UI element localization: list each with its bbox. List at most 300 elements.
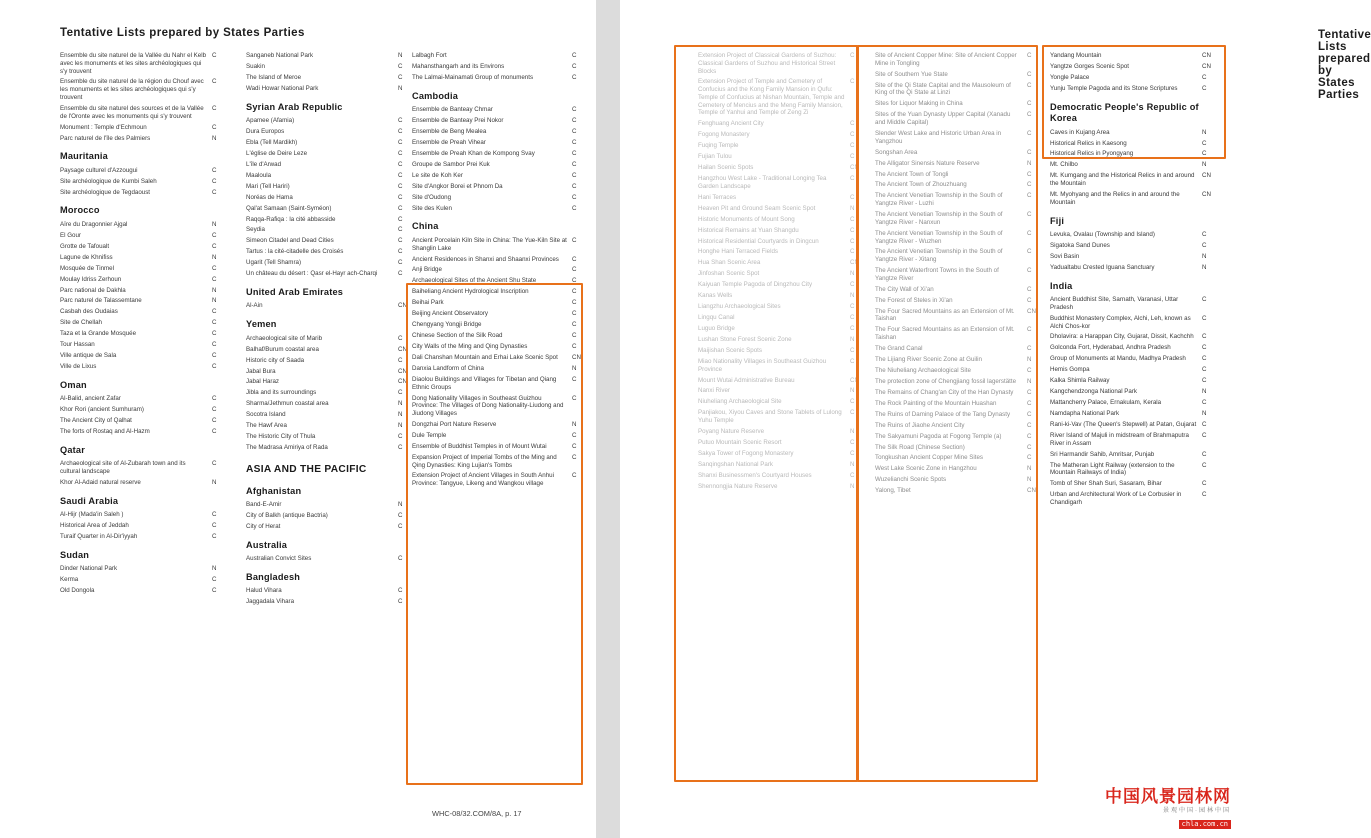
list-item [875, 149, 1043, 157]
site-criteria: C [398, 433, 403, 441]
site-name: Site des Kulen [412, 204, 452, 212]
list-item [412, 205, 588, 213]
list-item [698, 428, 866, 436]
site-criteria: C [212, 395, 217, 403]
list-item [875, 454, 1043, 462]
site-criteria: C [1202, 399, 1207, 407]
site-criteria: C [1027, 326, 1032, 334]
list-item [698, 52, 866, 75]
site-criteria: C [850, 449, 855, 457]
site-name: Sharma/Jethmun coastal area [246, 400, 329, 408]
site-criteria: CN [398, 302, 407, 310]
country-heading: Syrian Arab Republic [246, 101, 343, 112]
list-item [698, 259, 866, 267]
site-name: The Ruins of Daming Palace of the Tang Dynasty [875, 410, 1011, 418]
site-criteria: N [212, 220, 217, 228]
site-name: Ancient Residences in Shanxi and Shaanxi Provinces [412, 255, 559, 263]
list-item [875, 444, 1043, 452]
list-item [246, 183, 414, 191]
site-name: Parc national de Dakhla [60, 286, 126, 294]
site-name: Monument : Temple d'Echmoun [60, 123, 147, 131]
country-heading: Yemen [246, 319, 277, 330]
list-item [1050, 421, 1218, 429]
site-criteria: C [398, 226, 403, 234]
list-item [698, 205, 866, 213]
list-item [1050, 129, 1218, 137]
list-item [246, 400, 414, 408]
list-item [1050, 296, 1218, 312]
list-item [246, 248, 414, 256]
site-criteria: N [1202, 263, 1207, 271]
site-criteria: C [1202, 241, 1207, 249]
site-name: Slender West Lake and Historic Urban Area in Yangzhou [875, 129, 1002, 145]
site-name: The Island of Meroe [246, 73, 302, 81]
list-item [412, 237, 588, 253]
site-name: The Four Sacred Mountains as an Extension of Mt. Taishan [875, 326, 1015, 342]
site-criteria: C [1027, 211, 1032, 219]
site-name: Liangzhu Archaeological Sites [698, 303, 781, 311]
list-item [875, 82, 1043, 98]
watermark-cn-text: 中国风景园林网 [1105, 787, 1231, 807]
site-name: Band-E-Amir [246, 501, 282, 509]
site-criteria: C [1027, 229, 1032, 237]
list-item [1050, 264, 1218, 272]
site-name: Golconda Fort, Hyderabad, Andhra Pradesh [1050, 344, 1171, 352]
list-item [875, 476, 1043, 484]
country-heading: Qatar [60, 444, 86, 455]
site-criteria: C [850, 471, 855, 479]
list-item [698, 270, 866, 278]
site-criteria: N [1027, 465, 1032, 473]
list-item [60, 460, 228, 476]
site-name: Hangzhou West Lake - Traditional Longing Tea Garden Landscape [698, 175, 827, 190]
list-item [698, 398, 866, 406]
site-criteria: C [850, 346, 855, 354]
site-criteria: C [1202, 73, 1207, 81]
site-name: Socotra Island [246, 411, 286, 419]
site-criteria: C [572, 160, 577, 168]
site-name: Yandang Mountain [1050, 52, 1102, 59]
list-item [412, 139, 588, 147]
site-criteria: C [212, 308, 217, 316]
site-criteria: C [850, 281, 855, 289]
list-item [60, 533, 228, 541]
site-criteria: C [1027, 443, 1032, 451]
site-criteria: C [850, 175, 855, 183]
list-item [412, 310, 588, 318]
site-criteria: C [398, 444, 403, 452]
site-name: Shennongjia Nature Reserve [698, 482, 778, 490]
site-name: City of Herat [246, 522, 281, 530]
site-name: Sri Harmandir Sahib, Amritsar, Punjab [1050, 450, 1155, 458]
site-criteria: C [572, 171, 577, 179]
site-name: Shanxi Businessmen's Courtyard Houses [698, 471, 812, 479]
site-name: The Historic City of Thula [246, 433, 316, 441]
site-name: Mosquée de Tinmel [60, 264, 114, 272]
list-item [875, 297, 1043, 305]
site-name: Mari (Tell Hariri) [246, 182, 290, 190]
list-item [246, 587, 414, 595]
site-criteria: C [212, 417, 217, 425]
list-item [60, 341, 228, 349]
list-item [1050, 388, 1218, 396]
site-name: The Alligator Sinensis Nature Reserve [875, 159, 980, 167]
list-item [1050, 315, 1218, 331]
site-name: Miao Nationality Villages in Southeast Guizhou Province [698, 357, 827, 373]
list-item [698, 248, 866, 256]
site-criteria: C [572, 321, 577, 329]
list-item [246, 501, 414, 509]
site-name: Ebla (Tell Mardikh) [246, 138, 298, 146]
list-item [698, 175, 866, 191]
site-name: The Lijiang River Scenic Zone at Guilin [875, 356, 982, 363]
site-name: Tartus : la cité-citadelle des Croisés [246, 248, 344, 256]
site-name: Parc naturel de l'île des Palmiers [60, 134, 151, 142]
site-name: The Four Sacred Mountains as an Extension of Mt. Taishan [875, 307, 1015, 323]
site-criteria: C [850, 325, 855, 332]
country-heading: Morocco [60, 205, 100, 216]
site-criteria: C [398, 356, 403, 364]
right-column-2 [875, 52, 1043, 498]
site-criteria: C [212, 341, 217, 349]
list-item [875, 52, 1043, 68]
site-criteria: C [850, 78, 855, 86]
list-item [875, 465, 1043, 473]
site-name: Aïre du Dragonnier Ajgal [60, 220, 128, 228]
list-item [246, 150, 414, 158]
site-criteria: C [212, 330, 217, 338]
site-criteria: C [850, 153, 855, 161]
list-item [60, 243, 228, 251]
site-name: Mt. Chilbo [1050, 161, 1078, 169]
site-criteria: C [1027, 192, 1032, 200]
site-criteria: C [572, 442, 577, 450]
site-criteria: C [1202, 296, 1207, 304]
site-criteria: C [1027, 421, 1032, 429]
list-item [698, 131, 866, 139]
site-criteria: N [1027, 159, 1032, 167]
site-criteria: N [850, 460, 855, 468]
list-item [246, 433, 414, 441]
site-name: Tongkushan Ancient Copper Mine Sites [875, 454, 984, 462]
list-item [412, 266, 588, 274]
site-name: Dura Europos [246, 128, 285, 135]
list-item [246, 74, 414, 82]
list-item [875, 345, 1043, 353]
site-criteria: C [398, 248, 403, 256]
list-item [60, 565, 228, 573]
site-criteria: C [850, 314, 855, 322]
list-item [412, 332, 588, 340]
site-criteria: C [398, 522, 403, 530]
site-criteria: C [850, 52, 855, 59]
site-criteria: C [572, 117, 577, 125]
site-criteria: C [398, 62, 403, 70]
site-name: Niuheliang Archaeological Site [698, 398, 782, 406]
list-item [875, 308, 1043, 324]
site-name: Seydia [246, 226, 265, 234]
list-item [412, 106, 588, 114]
site-name: Qal'at Samaan (Saint-Syméon) [246, 204, 332, 212]
site-name: Tour Hassan [60, 341, 95, 349]
list-item [412, 74, 588, 82]
site-name: West Lake Scenic Zone in Hangzhou [875, 465, 977, 473]
list-item [246, 226, 414, 234]
list-item [60, 406, 228, 414]
site-criteria: C [1027, 366, 1032, 374]
site-criteria: C [212, 188, 217, 196]
list-item [1050, 150, 1218, 158]
site-name: Ugarit (Tell Shamra) [246, 259, 302, 267]
site-name: Lalbagh Fort [412, 52, 447, 59]
list-item [1050, 333, 1218, 341]
site-criteria: C [398, 270, 403, 278]
site-name: Site of Southern Yue State [875, 70, 948, 78]
site-criteria: C [572, 277, 577, 285]
site-criteria: C [572, 62, 577, 70]
site-criteria: CN [1202, 191, 1211, 198]
site-name: Jabal Haraz [246, 378, 280, 386]
list-item [246, 357, 414, 365]
site-name: City of Balkh (antique Bactria) [246, 512, 328, 519]
site-criteria: C [1027, 81, 1032, 89]
site-criteria: C [850, 248, 855, 256]
site-name: Dholavira: a Harappan City, Gujarat, Dissit, Kachchh [1050, 333, 1194, 341]
list-item [698, 164, 866, 172]
site-criteria: C [850, 409, 855, 417]
site-criteria: N [1202, 410, 1207, 417]
site-name: Old Dongola [60, 587, 95, 595]
site-name: Australian Convict Sites [246, 555, 312, 563]
list-item [246, 216, 414, 224]
site-criteria: C [1027, 432, 1032, 440]
site-name: Historical Remains at Yuan Shangdu [698, 226, 799, 234]
site-name: The Silk Road (Chinese Section) [875, 443, 965, 451]
list-item [60, 78, 228, 101]
list-item [60, 287, 228, 295]
site-criteria: N [850, 292, 855, 300]
site-name: Fenghuang Ancient City [698, 120, 764, 128]
list-item [875, 130, 1043, 146]
site-name: El Gour [60, 231, 81, 239]
site-criteria: C [1027, 399, 1032, 407]
site-name: Jinfoshan Scenic Spot [698, 270, 760, 278]
site-criteria: C [398, 587, 403, 595]
site-name: The protection zone of Chengjiang fossil lagerstätte [875, 377, 1017, 385]
site-name: Extension Project of Temple and Cemetery of Confucius and the Kong Family Mansion in Qufu: Temple of Confucius at Nishan Mountain, Temple and Cemetery of Mencius and the Meng Family Mansion, Temple of Yanhui and Temple of Zeng Zi [698, 78, 845, 117]
list-item [1050, 432, 1218, 448]
watermark-url: chla.com.cn [1179, 820, 1231, 829]
site-criteria: C [1027, 100, 1032, 108]
list-item [246, 117, 414, 125]
site-name: Namdapha National Park [1050, 410, 1120, 417]
list-item [698, 78, 866, 117]
site-criteria: C [572, 236, 577, 244]
site-name: Apamee (Afamia) [246, 117, 295, 125]
list-item [875, 267, 1043, 283]
list-item [412, 365, 588, 373]
site-name: Putuo Mountain Scenic Resort [698, 438, 782, 446]
site-name: Grotte de Tafoualt [60, 242, 110, 250]
site-criteria: C [398, 149, 403, 157]
site-criteria: C [572, 149, 577, 157]
list-item [1050, 140, 1218, 148]
site-criteria: C [850, 215, 855, 223]
site-criteria: N [1027, 377, 1032, 385]
list-item [412, 63, 588, 71]
site-criteria: C [212, 428, 217, 436]
country-heading: Cambodia [412, 90, 459, 101]
site-name: Sovi Basin [1050, 252, 1080, 260]
list-item [698, 325, 866, 333]
site-name: Jaggadala Vihara [246, 598, 295, 606]
site-criteria: C [398, 237, 403, 245]
site-criteria: C [398, 160, 403, 168]
site-name: The Madrasa Amiriya of Rada [246, 444, 328, 452]
list-item [60, 232, 228, 240]
list-item [60, 265, 228, 273]
site-criteria: C [1202, 461, 1207, 469]
site-criteria: C [212, 533, 217, 541]
list-item [698, 336, 866, 344]
site-name: Ancient Porcelain Kiln Site in China: The Yue-Kiln Site at Shanglin Lake [412, 236, 567, 252]
site-criteria: C [398, 73, 403, 81]
site-name: Historical Relics in Kaesong [1050, 139, 1127, 147]
list-item [875, 230, 1043, 246]
site-criteria: N [212, 253, 217, 261]
site-name: Kerma [60, 576, 79, 584]
site-criteria: C [572, 472, 577, 480]
list-item [246, 512, 414, 520]
list-item [60, 330, 228, 338]
site-criteria: C [398, 389, 403, 397]
site-name: Yalong, Tibet [875, 487, 911, 495]
list-item [246, 128, 414, 136]
site-criteria: C [1202, 333, 1207, 341]
site-criteria: C [1027, 148, 1032, 156]
site-name: Ancient Buddhist Site, Sarnath, Varanasi, Uttar Pradesh [1050, 296, 1179, 311]
site-name: Maaloula [246, 171, 272, 179]
list-item [60, 417, 228, 425]
country-heading: Bangladesh [246, 571, 301, 582]
site-criteria: C [1027, 296, 1032, 304]
site-criteria: C [1027, 285, 1032, 293]
list-item [60, 395, 228, 403]
site-name: Casbah des Oudaias [60, 308, 118, 316]
site-criteria: N [850, 482, 855, 490]
site-name: Dongzhai Port Nature Reserve [412, 420, 497, 428]
site-criteria: N [212, 286, 217, 294]
site-name: Groupe de Sambor Prei Kuk [412, 160, 490, 168]
list-item [246, 389, 414, 397]
list-item [698, 216, 866, 224]
list-item [60, 308, 228, 316]
list-item [60, 576, 228, 584]
site-name: Hua Shan Scenic Area [698, 259, 761, 267]
site-criteria: C [398, 138, 403, 146]
site-name: Fogong Monastery [698, 131, 750, 139]
site-criteria: C [212, 52, 217, 59]
list-item [1050, 172, 1218, 188]
site-name: Noréas de Hama [246, 193, 293, 201]
site-criteria: C [572, 453, 577, 461]
site-criteria: C [398, 182, 403, 190]
site-name: Caves in Kujang Area [1050, 128, 1110, 136]
site-name: Buddhist Monastery Complex, Alchi, Leh, known as Alchi Chos-kor [1050, 314, 1191, 330]
site-criteria: C [572, 266, 577, 274]
site-name: Poyang Nature Reserve [698, 428, 765, 435]
site-name: Ensemble de Preah Khan de Kompong Svay [412, 149, 535, 157]
site-name: Anji Bridge [412, 266, 442, 274]
country-heading: United Arab Emirates [246, 286, 344, 297]
site-criteria: C [1202, 231, 1207, 238]
site-criteria: C [572, 52, 577, 59]
site-criteria: N [398, 84, 403, 92]
site-criteria: C [212, 275, 217, 283]
list-item [1050, 85, 1218, 93]
list-item [60, 522, 228, 530]
site-name: The Ancient Venetian Township in the South of Yangtze River - Wuzhen [875, 229, 1003, 245]
list-item [698, 450, 866, 458]
site-criteria: N [212, 134, 217, 142]
country-heading: Saudi Arabia [60, 495, 119, 506]
site-criteria: CN [1202, 62, 1211, 70]
site-name: The Remains of Chang'an City of the Han Dynasty [875, 388, 1014, 396]
list-item [246, 52, 414, 60]
site-name: Khor Rori (ancient Sumhuram) [60, 406, 144, 414]
list-item [60, 254, 228, 262]
list-item [246, 368, 414, 376]
site-criteria: N [850, 428, 855, 435]
site-criteria: C [572, 128, 577, 135]
list-item [875, 487, 1043, 495]
list-item [412, 288, 588, 296]
country-heading: Sudan [60, 549, 90, 560]
site-criteria: C [1027, 454, 1032, 462]
list-item [246, 270, 414, 278]
site-criteria: C [572, 299, 577, 307]
site-criteria: N [572, 420, 577, 428]
site-name: Mattancherry Palace, Ernakulam, Kerala [1050, 399, 1162, 407]
site-name: Baiheliang Ancient Hydrological Inscription [412, 288, 529, 296]
site-name: Balhaf/Burum coastal area [246, 345, 319, 353]
site-name: Site archéologique de Kumbi Saleh [60, 177, 157, 185]
list-item [60, 352, 228, 360]
site-criteria: C [212, 231, 217, 239]
site-criteria: C [850, 142, 855, 150]
list-item [698, 387, 866, 395]
list-item [60, 479, 228, 487]
site-name: Site d'Angkor Borei et Phnom Da [412, 182, 503, 190]
site-criteria: N [398, 52, 403, 59]
watermark-logo [1105, 789, 1231, 830]
site-criteria: C [398, 334, 403, 342]
site-criteria: C [1202, 84, 1207, 92]
list-item [412, 117, 588, 125]
site-criteria: CN [398, 345, 407, 353]
list-item [246, 85, 414, 93]
site-criteria: C [1027, 70, 1032, 78]
site-name: Sigatoka Sand Dunes [1050, 241, 1110, 249]
site-name: The Lalmai-Mainamati Group of monuments [412, 73, 534, 81]
site-name: Dinder National Park [60, 565, 118, 573]
site-criteria: C [1202, 420, 1207, 428]
site-criteria: N [398, 411, 403, 419]
site-name: Dali Chanshan Mountain and Erhai Lake Scenic Spot [412, 353, 558, 361]
site-name: The Ancient Venetian Township in the South of Yangtze River - Xitang [875, 248, 1003, 264]
site-criteria: N [850, 204, 855, 212]
site-criteria: C [212, 460, 217, 468]
